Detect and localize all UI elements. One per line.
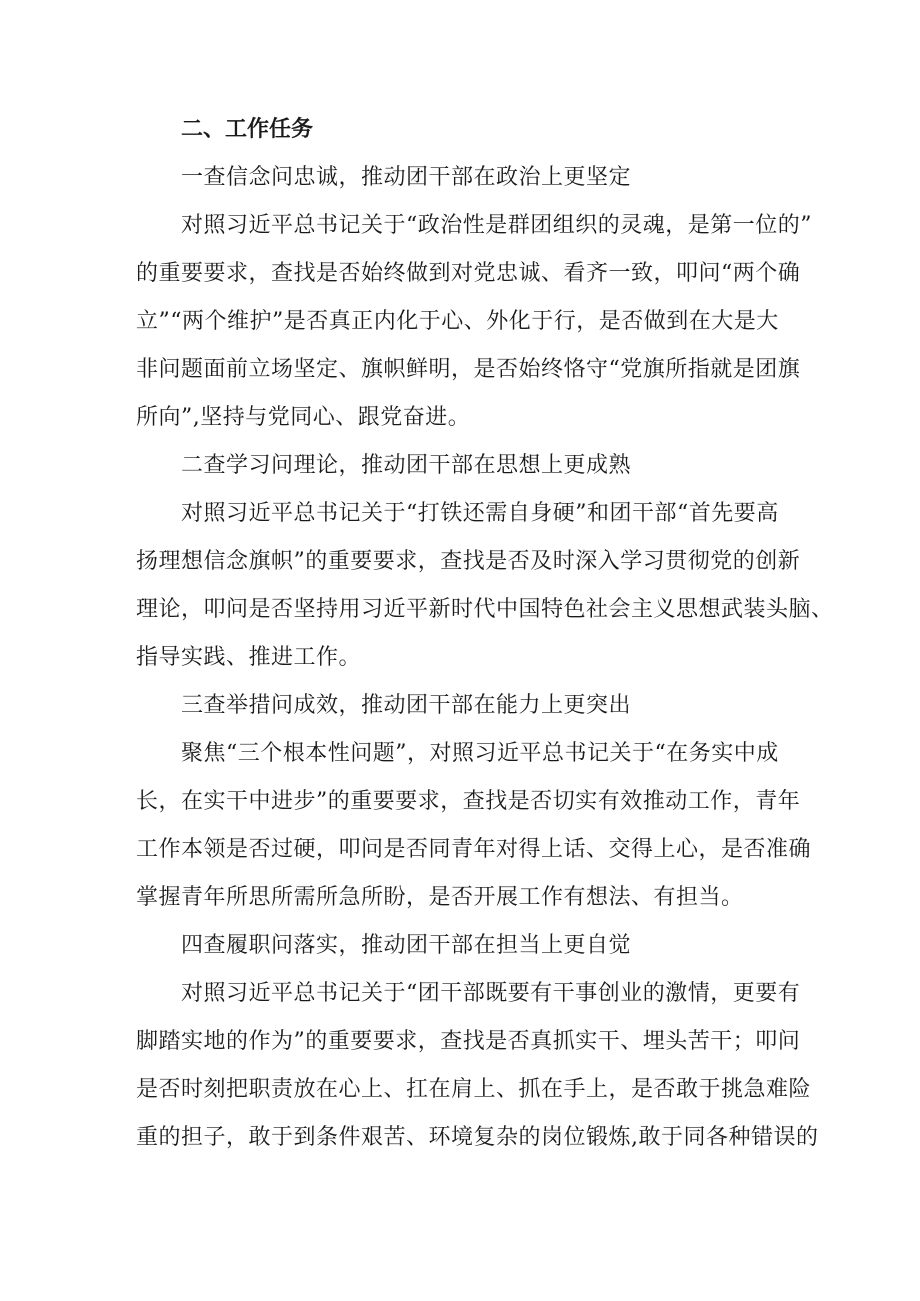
- subsection-title-4: 四查履职问落实，推动团干部在担当上更自觉: [181, 933, 632, 958]
- paragraph-line: 长，在实干中进步”的重要要求，查找是否切实有效推动工作，青年: [136, 789, 801, 814]
- paragraph-line: 聚焦“三个根本性问题”，对照习近平总书记关于“在务实中成: [181, 741, 779, 766]
- paragraph-line: 重的担子，敢于到条件艰苦、环境复杂的岗位锻炼,敢于同各种错误的: [136, 1125, 819, 1150]
- subsection-title-1: 一查信念问忠诚，推动团干部在政治上更坚定: [181, 165, 632, 190]
- section-heading: 二、工作任务: [181, 117, 314, 142]
- subsection-title-3: 三查举措问成效，推动团干部在能力上更突出: [181, 693, 632, 718]
- paragraph-line: 对照习近平总书记关于“打铁还需自身硬”和团干部“首先要高: [181, 501, 779, 526]
- paragraph-line: 扬理想信念旗帜”的重要要求，查找是否及时深入学习贯彻党的创新: [136, 549, 801, 574]
- paragraph-line: 理论，叩问是否坚持用习近平新时代中国特色社会主义思想武装头脑、: [136, 597, 834, 622]
- paragraph-line: 是否时刻把职责放在心上、扛在肩上、抓在手上，是否敢于挑急难险: [136, 1077, 812, 1102]
- paragraph-line: 对照习近平总书记关于“团干部既要有干事创业的激情，更要有: [181, 981, 801, 1006]
- paragraph-line: 指导实践、推进工作。: [136, 645, 362, 670]
- paragraph-line: 脚踏实地的作为”的重要要求，查找是否真抓实干、埋头苦干；叩问: [136, 1029, 801, 1054]
- paragraph-line: 的重要要求，查找是否始终做到对党忠诚、看齐一致，叩问“两个确: [136, 261, 801, 286]
- paragraph-line: 掌握青年所思所需所急所盼，是否开展工作有想法、有担当。: [136, 885, 744, 910]
- paragraph-line: 对照习近平总书记关于“政治性是群团组织的灵魂，是第一位的”: [181, 213, 812, 238]
- paragraph-line: 立”“两个维护”是否真正内化于心、外化于行，是否做到在大是大: [136, 309, 779, 334]
- paragraph-line: 非问题面前立场坚定、旗帜鲜明，是否始终恪守“党旗所指就是团旗: [136, 357, 801, 382]
- paragraph-line: 所向”,坚持与党同心、跟党奋进。: [136, 405, 471, 430]
- paragraph-line: 工作本领是否过硬，叩问是否同青年对得上话、交得上心，是否准确: [136, 837, 812, 862]
- subsection-title-2: 二查学习问理论，推动团干部在思想上更成熟: [181, 453, 632, 478]
